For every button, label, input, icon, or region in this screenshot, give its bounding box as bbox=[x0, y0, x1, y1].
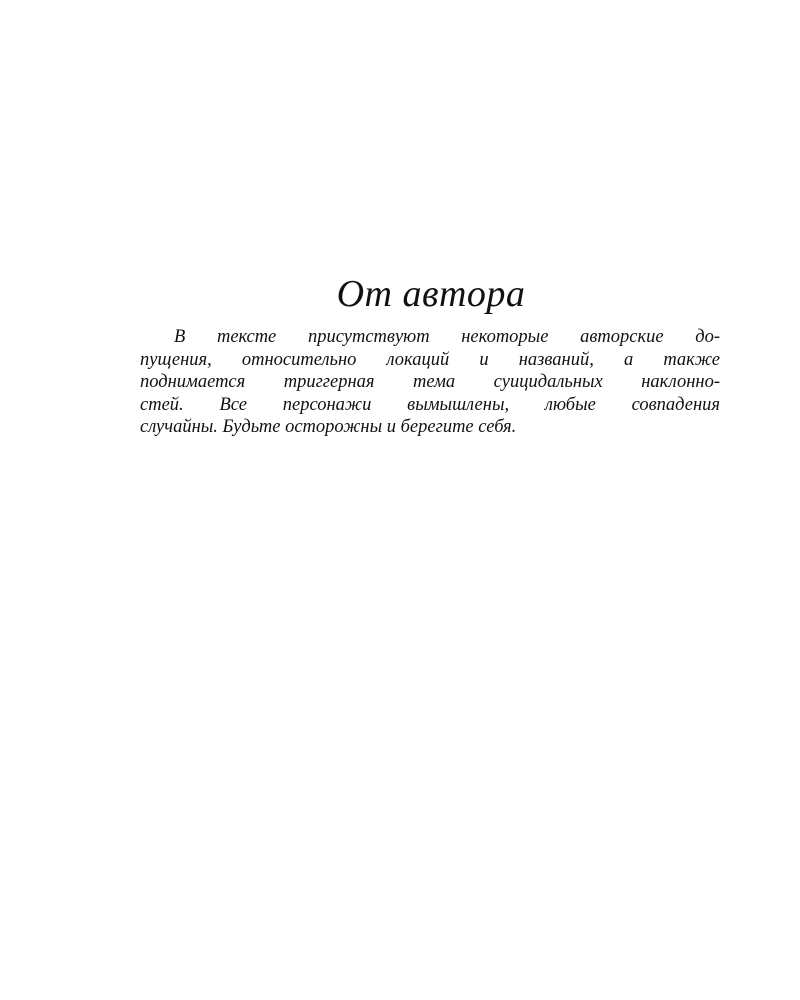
author-note-paragraph bbox=[140, 326, 720, 439]
paragraph-line: пущения, относительно локаций и названий, а также bbox=[140, 349, 720, 370]
paragraph-line: стей. Все персонажи вымышлены, любые совпадения bbox=[140, 394, 720, 415]
paragraph-line: поднимается триггерная тема суицидальных наклонно- bbox=[140, 372, 720, 392]
section-heading: От автора bbox=[336, 273, 526, 315]
paragraph-line: случайны. Будьте осторожны и берегите себя. bbox=[140, 417, 517, 437]
paragraph-line: В тексте присутствуют некоторые авторские до- bbox=[174, 327, 720, 347]
